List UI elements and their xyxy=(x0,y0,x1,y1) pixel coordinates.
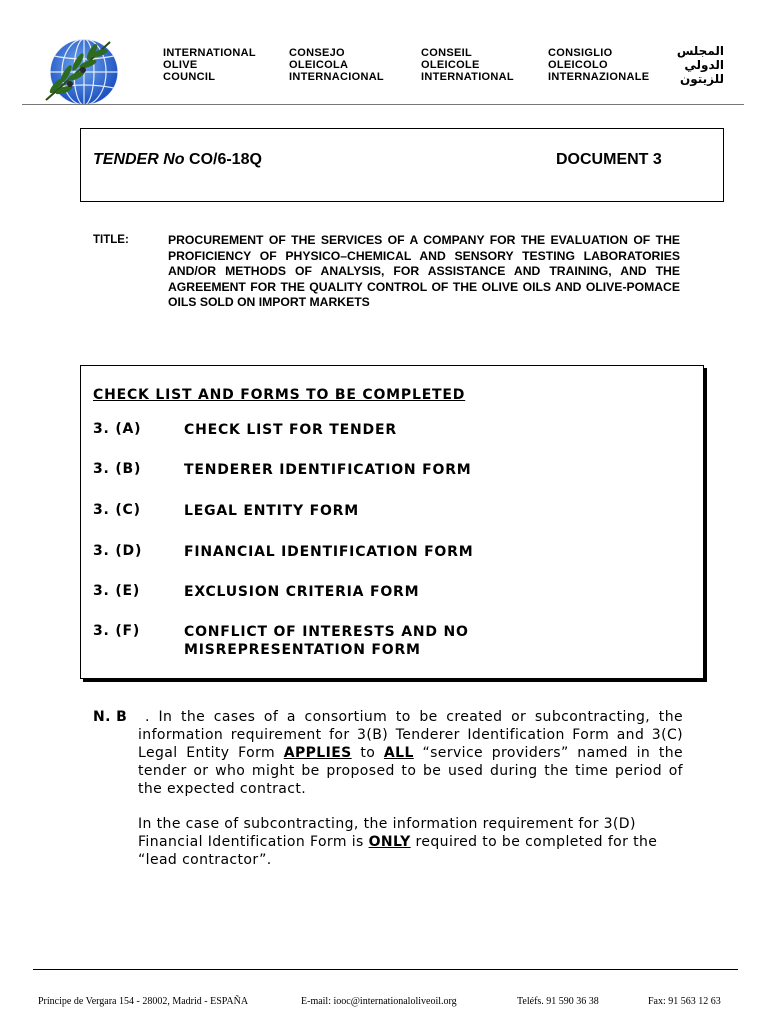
footer-phone: Teléfs. 91 590 36 38 xyxy=(517,996,599,1007)
olive-council-logo xyxy=(40,34,122,110)
nb-paragraph-2: In the case of subcontracting, the information requirement for 3(D) Financial Identification Form is ONLY required to be completed for the “lead contractor”. xyxy=(138,816,658,868)
org-name-english: INTERNATIONAL OLIVE COUNCIL xyxy=(163,47,256,83)
item-code: 3. (C) xyxy=(93,502,141,518)
item-code: 3. (B) xyxy=(93,461,142,477)
footer-address: Príncipe de Vergara 154 - 28002, Madrid - ESPAÑA xyxy=(38,996,249,1007)
item-label: LEGAL ENTITY FORM xyxy=(184,503,359,519)
title-text: PROCUREMENT OF THE SERVICES OF A COMPANY FOR THE EVALUATION OF THE PROFICIENCY OF PHYSICO–CHEMICAL AND SENSORY TESTING LABORATORIES AND/OR METHODS OF ANALYSIS, FOR ASSISTANCE AND TRAINING, AND THE AGREEMENT FOR THE QUALITY CONTROL OF THE OLIVE OILS AND OLIVE-POMACE OILS SOLD ON IMPORT MARKETS xyxy=(168,233,680,310)
tender-number: TENDER No CO/6-18Q xyxy=(93,151,262,168)
org-name-arabic: المجلس الدولي للزيتون xyxy=(676,44,724,86)
item-label: CHECK LIST FOR TENDER xyxy=(184,422,397,438)
org-name-spanish: CONSEJO OLEICOLA INTERNACIONAL xyxy=(289,47,384,83)
item-label: EXCLUSION CRITERIA FORM xyxy=(184,584,420,600)
item-code: 3. (D) xyxy=(93,543,143,559)
item-label: TENDERER IDENTIFICATION FORM xyxy=(184,462,472,478)
item-code: 3. (F) xyxy=(93,623,141,639)
document-number: DOCUMENT 3 xyxy=(556,151,662,168)
title-label: TITLE: xyxy=(93,234,129,246)
org-name-french: CONSEIL OLEICOLE INTERNATIONAL xyxy=(421,47,514,83)
footer-fax: Fax: 91 563 12 63 xyxy=(648,996,721,1007)
nb-paragraph-1: . In the cases of a consortium to be created or subcontracting, the information requirement for 3(B) Tenderer Identification Form and 3(C) Legal Entity Form APPLIES to ALL “service providers” named in the tender or who might be proposed to be used during the time period of the expected contract. xyxy=(138,709,684,797)
item-code: 3. (A) xyxy=(93,421,142,437)
org-name-italian: CONSIGLIO OLEICOLO INTERNAZIONALE xyxy=(548,47,650,83)
item-label: FINANCIAL IDENTIFICATION FORM xyxy=(184,544,474,560)
footer-divider xyxy=(33,969,738,970)
checklist-heading: CHECK LIST AND FORMS TO BE COMPLETED xyxy=(93,387,466,403)
nb-label: N. B xyxy=(93,709,128,725)
nota-bene xyxy=(93,708,683,798)
item-code: 3. (E) xyxy=(93,583,141,599)
item-label: CONFLICT OF INTERESTS AND NO MISREPRESENTATION FORM xyxy=(184,624,469,658)
header-divider xyxy=(22,104,744,105)
footer-email: E-mail: iooc@internationaloliveoil.org xyxy=(301,996,457,1007)
